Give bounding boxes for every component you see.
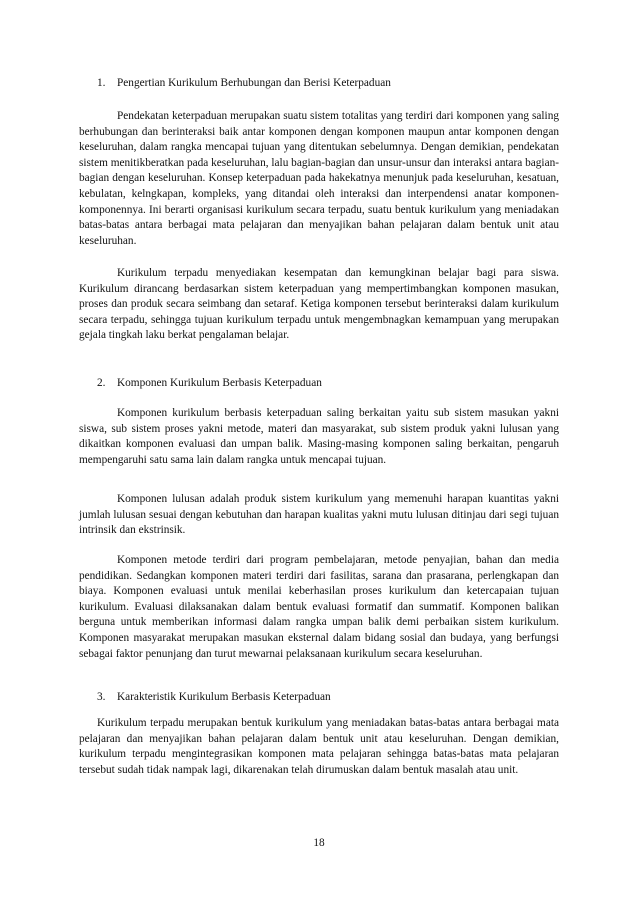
- paragraph-1: Pendekatan keterpaduan merupakan suatu sistem totalitas yang terdiri dari komponen yang saling berhubungan dan berinteraksi baik antar komponen dengan komponen maupun antar komponen dengan keseluruhan, dalam rangka mencapai tujuan yang ditentukan sebelumnya. Dengan demikian, pendekatan sistem menitikberatkan pada keseluruhan, lalu bagian-bagian dan unsur-unsur dan interaksi antara bagian-bagian dengan keseluruhan. Konsep keterpaduan pada hakekatnya menunjuk pada keseluruhan, kesatuan, kebulatan, kelngkapan, kompleks, yang ditandai oleh interaksi dan interpendensi anatar komponen-komponennya. Ini berarti organisasi kurikulum secara terpadu, suatu bentuk kurikulum yang meniadakan batas-batas antara berbagai mata pelajaran dan menyajikan bahan pelajaran dalam bentuk unit atau keseluruhan.: [79, 110, 559, 247]
- paragraph-4: Komponen lulusan adalah produk sistem kurikulum yang memenuhi harapan kuantitas yakni jumlah lulusan sesuai dengan kebutuhan dan harapan kualitas yakni mutu lulusan ditinjau dari segi tujuan intrinsik dan ekstrinsik.: [79, 493, 559, 537]
- section-heading-2: [97, 376, 557, 392]
- heading-text: Karakteristik Kurikulum Berbasis Keterpaduan: [117, 691, 331, 703]
- heading-text: Komponen Kurikulum Berbasis Keterpaduan: [117, 377, 322, 389]
- heading-number: 3.: [97, 691, 106, 703]
- paragraph-2: Kurikulum terpadu menyediakan kesempatan dan kemungkinan belajar bagi para siswa. Kurikulum dirancang berdasarkan sistem keterpaduan yang mempertimbangkan komponen masukan, proses dan produk secara seimbang dan setaraf. Ketiga komponen tersebut berinteraksi dalam kurikulum secara terpadu, sehingga tujuan kurikulum terpadu untuk mengembnagkan kemampuan yang merupakan gejala tingkah laku berkat pengalaman belajar.: [79, 267, 559, 342]
- paragraph-6: Kurikulum terpadu merupakan bentuk kurikulum yang meniadakan batas-batas antara berbagai mata pelajaran dan menyajikan bahan pelajaran dalam bentuk unit atau keseluruhan. Dengan demikian, kurikulum terpadu mengintegrasikan komponen mata pelajaran sehingga batas-batas mata pelajaran tersebut sudah tidak nampak lagi, dikarenakan telah dirumuskan dalam bentuk masalah atau unit.: [79, 717, 559, 776]
- section-heading-1: [97, 76, 557, 92]
- heading-number: 2.: [97, 377, 106, 389]
- paragraph-5: Komponen metode terdiri dari program pembelajaran, metode penyajian, bahan dan media pendidikan. Sedangkan komponen materi terdiri dari fasilitas, sarana dan prasarana, perlengkapan dan biaya. Komponen evaluasi untuk menilai keberhasilan proses kurikulum dan ketercapaian tujuan kurikulum. Evaluasi dilaksanakan dalam bentuk evaluasi formatif dan summatif. Komponen balikan berguna untuk memberikan informasi dalam rangka umpan balik demi perbaikan sistem kurikulum. Komponen masyarakat merupakan masukan eksternal dalam bidang sosial dan budaya, yang berfungsi sebagai faktor penunjang dan turut mewarnai pelaksanaan kurikulum secara keseluruhan.: [79, 554, 559, 660]
- section-heading-3: [97, 690, 557, 706]
- heading-number: 1.: [97, 77, 106, 89]
- paragraph-3: Komponen kurikulum berbasis keterpaduan saling berkaitan yaitu sub sistem masukan yakni siswa, sub sistem proses yakni metode, materi dan masyarakat, sub sistem produk yakni lulusan yang dikaitkan komponen evaluasi dan umpan balik. Masing-masing komponen saling berkaitan, pengaruh mempengaruhi satu sama lain dalam rangka untuk mencapai tujuan.: [79, 407, 559, 466]
- page-number: 18: [313, 837, 325, 849]
- heading-text: Pengertian Kurikulum Berhubungan dan Berisi Keterpaduan: [117, 77, 391, 89]
